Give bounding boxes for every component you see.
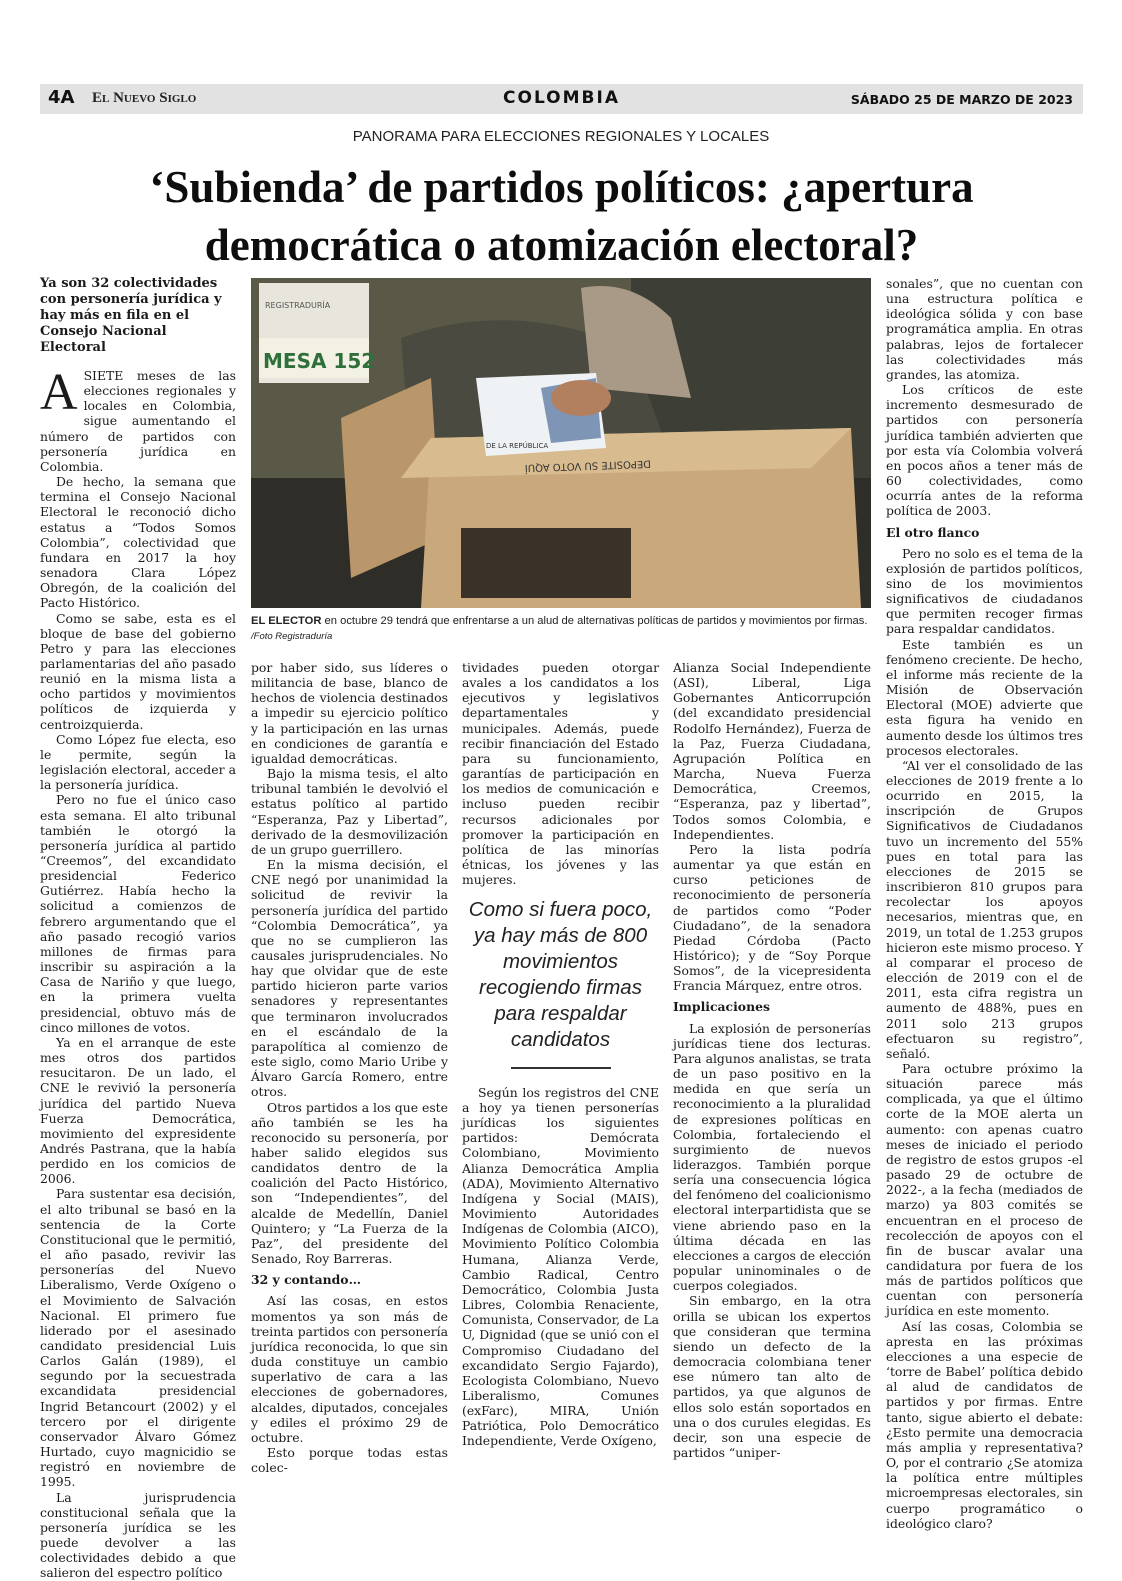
paragraph: Para sustentar esa decisión, el alto tribunal se basó en la sentencia de la Corte Constitucional que le permitió, el año pasado, revivir las personerías del Nuevo Liberalismo, Verde Oxígeno o el Movimiento de Salvación Nacional. El primero fue liderado por el asesinado candidato presidencial Luis Carlos Galán (1989), el segundo por la secuestrada excandidata presidencial Ingrid Betancourt (2002) y el tercero por el dirigente conservador Álvaro Gómez Hurtado, cuyo magnicidio se registró en noviembre de 1995. <box>40 1186 236 1490</box>
article-kicker: PANORAMA PARA ELECCIONES REGIONALES Y LOCALES <box>352 128 770 145</box>
caption-text: en octubre 29 tendrá que enfrentarse a un alud de alternativas políticas de partidos y movimientos por firmas. <box>321 615 868 627</box>
column-3 <box>462 660 659 1449</box>
paragraph: Pero no fue el único caso esta semana. El alto tribunal también le otorgó la personería jurídica al partido “Creemos”, del excandidato presidencial Federico Gutiérrez. Había hecho la solicitud a comienzos de febrero argumentando que el año pasado recogió varios millones de firmas para inscribir su aspiración a la Casa de Nariño y que luego, en la primera vuelta presidencial, obtuvo más de cinco millones de votos. <box>40 792 236 1035</box>
paragraph: Otros partidos a los que este año también se les ha reconocido su personería, por haber salido elegidos sus candidatos dentro de la coalición del Pacto Histórico, son “Independientes”, del alcalde de Medellín, Daniel Quintero; y “La Fuerza de la Paz”, del presidente del Senado, Roy Barreras. <box>251 1099 448 1267</box>
paragraph: En la misma decisión, el CNE negó por unanimidad la solicitud de revivir la personería jurídica del partido “Colombia Democrática”, ya que no se cumplieron las causales jurisprudenciales. No hay que olvidar que de este partido hicieron parte varios senadores y representantes que terminaron involucrados en el escándalo de la parapolítica al comienzo de este siglo, como Mario Uribe y Álvaro García Romero, entre otros. <box>251 857 448 1100</box>
paragraph: Según los registros del CNE a hoy ya tienen personerías jurídicas los siguientes partidos: Demócrata Colombiano, Movimiento Alianza Democrática Amplia (ADA), Movimiento Alternativo Indígena y Social (MAIS), Movimiento Autoridades Indígenas de Colombia (AICO), Movimiento Político Colombia Humana, Alianza Verde, Cambio Radical, Centro Democrático, Colombia Justa Libres, Colombia Renaciente, Comunista, Conservador, de La U, Dignidad (que se unió con el Compromiso Ciudadano del excandidato Sergio Fajardo), Ecologista Colombiano, Nuevo Liberalismo, Comunes (exFarc), MIRA, Unión Patriótica, Polo Democrático Independiente, Verde Oxígeno, <box>462 1084 659 1449</box>
paragraph: Este también es un fenómeno creciente. De hecho, el informe más reciente de la Misión de Observación Electoral (MOE) advierte que esta figura ha venido en aumento desde los últimos tres procesos electorales. <box>886 636 1083 758</box>
paragraph: Pero no solo es el tema de la explosión de partidos políticos, sino de los movimientos significativos de ciudadanos que permiten recoger firmas para respaldar candidatos. <box>886 545 1083 637</box>
paragraph: Alianza Social Independiente (ASI), Liberal, Liga Gobernantes Anticorrupción (del excandidato presidencial Rodolfo Hernández), Fuerza de la Paz, Fuerza Ciudadana, Agrupación Política en Marcha, Nueva Fuerza Democrática, Creemos, “Esperanza, paz y libertad”, Todos somos Colombia, e Independientes. <box>673 660 871 842</box>
ballot-text: DE LA REPÚBLICA <box>486 442 549 450</box>
subheading: El otro flanco <box>886 524 980 540</box>
paragraph: La jurisprudencia constitucional señala que la personería jurídica se les puede devolver a las colectividades debido a que salieron del espectro político <box>40 1489 236 1581</box>
subheading: 32 y contando… <box>251 1272 361 1288</box>
photo-caption <box>251 614 871 644</box>
paragraph: Bajo la misma tesis, el alto tribunal también le devolvió el estatus político al partido “Esperanza, Paz y Libertad”, derivado de la desmovilización de un grupo guerrillero. <box>251 766 448 857</box>
paragraph: por haber sido, sus líderes o militancia de base, blanco de hechos de violencia destinados a impedir su ejercicio político y la participación en las urnas en condiciones de garantía e igualdad democráticas. <box>251 660 448 766</box>
paragraph: Los críticos de este incremento desmesurado de partidos con personería jurídica también advierten que por esta vía Colombia volverá en pocos años a tener más de 60 colectividades, como ocurría antes de la reforma política de 2003. <box>886 382 1083 519</box>
caption-lead: EL ELECTOR <box>251 615 322 627</box>
article-summary: Ya son 32 colectividades con personería jurídica y hay más en fila en el Consejo Nacional Electoral <box>40 276 222 355</box>
drop-cap: A <box>40 364 78 421</box>
paragraph: Así las cosas, Colombia se apresta en las próximas elecciones a una especie de ‘torre de Babel’ política debido al alud de candidatos de partidos y por firmas. Entre tanto, sigue abierto el debate: ¿Esto permite una democracia más amplia y representativa? O, por el contrario ¿Se atomiza la política entre múltiples microempresas electorales, sin cuerpo programático o ideológico claro? <box>886 1318 1083 1531</box>
paragraph: Ya en el arranque de este mes otros dos partidos resucitaron. De un lado, el CNE le revivió la personería jurídica del partido Nueva Fuerza Democrática, movimiento del expresidente Andrés Pastrana, que la había perdido en los comicios de 2006. <box>40 1034 236 1187</box>
column-4 <box>673 660 871 1460</box>
section-name: COLOMBIA <box>503 88 620 108</box>
paragraph: ASIETE meses de las elecciones regionales y locales en Colombia, sigue aumentando el número de partidos con personería jurídica en Colombia. <box>40 364 236 474</box>
paragraph: Como se sabe, esta es el bloque de base del gobierno Petro y para las elecciones parlamentarias del año pasado reunió en la misma lista a ocho partidos y movimientos políticos de izquierda y centroizquierda. <box>40 610 236 732</box>
paragraph: La explosión de personerías jurídicas tiene dos lecturas. Para algunos analistas, se trata de un paso positivo en la medida en que sería un reconocimiento a la pluralidad de expresiones políticas en Colombia, fortaleciendo el surgimiento de nuevos liderazgos. También porque sería una consecuencia lógica del fenómeno del coalicionismo electoral interpartidista que se viene abriendo paso en la última década en las elecciones a cargos de elección popular uninominales o de cuerpos colegiados. <box>673 1020 871 1294</box>
paragraph: Pero la lista podría aumentar ya que están en curso peticiones de reconocimiento de personería de partidos como “Poder Ciudadano”, de la senadora Piedad Córdoba (Pacto Histórico); y de “Soy Porque Somos”, de la vicepresidenta Francia Márquez, entre otros. <box>673 841 871 994</box>
headline-line-2: democrática o atomización electoral? <box>204 220 919 270</box>
headline-line-1: ‘Subienda’ de partidos políticos: ¿apertura <box>149 162 974 212</box>
newspaper-name: El Nuevo Siglo <box>92 90 197 106</box>
paragraph: Como López fue electa, eso le permite, según la legislación electoral, acceder a la personería jurídica. <box>40 731 236 793</box>
subheading: Implicaciones <box>673 999 770 1015</box>
masthead-bar <box>40 84 1083 114</box>
photo-credit: /Foto Registraduría <box>251 631 333 642</box>
pull-quote-rule <box>511 1067 611 1069</box>
article-photo <box>251 278 871 608</box>
article-headline <box>40 158 1083 274</box>
issue-date: SÁBADO 25 DE MARZO DE 2023 <box>850 92 1073 107</box>
paragraph: tividades pueden otorgar avales a los candidatos a los ejecutivos y legislativos departamentales y municipales. Además, puede recibir financiación del Estado para su funcionamiento, garantías de participación en los medios de comunicación e incluso pueden recibir recursos adicionales por promover la participación en política de las minorías étnicas, los jóvenes y las mujeres. <box>462 660 659 888</box>
column-5 <box>886 276 1083 1531</box>
paragraph: Esto porque todas estas colec- <box>251 1444 448 1476</box>
paragraph: Así las cosas, en estos momentos ya son más de treinta partidos con personería jurídica reconocida, lo que sin duda constituye un cambio superlativo de cara a las elecciones de gobernadores, alcaldes, diputados, concejales y ediles el próximo 29 de octubre. <box>251 1293 448 1445</box>
paragraph: Sin embargo, en la otra orilla se ubican los expertos que consideran que termina siendo un defecto de la democracia colombiana tener ese número tan alto de partidos, ya que algunos de ellos solo están soportados en una o dos curules elegidas. Es decir, son una especie de partidos “uniper- <box>673 1293 871 1460</box>
sign-small-text: REGISTRADURÍA <box>265 301 331 310</box>
pull-quote: Como si fuera poco, ya hay más de 800 movimientos recogiendo firmas para respaldar candidatos <box>468 898 653 1052</box>
box-text: DEPOSITE SU VOTO AQUÍ <box>524 457 652 473</box>
paragraph: sonales”, que no cuentan con una estructura política e ideológica sólida y con base programática amplia. En otras palabras, lejos de fortalecer las colectividades más grandes, las atomiza. <box>886 276 1083 382</box>
table-sign: MESA 152 <box>263 349 376 373</box>
column-2 <box>251 660 448 1475</box>
paragraph: De hecho, la semana que termina el Consejo Nacional Electoral le reconoció dicho estatus a “Todos Somos Colombia”, colectividad que fundara en 2017 la hoy senadora Clara López Obregón, de la coalición del Pacto Histórico. <box>40 474 236 611</box>
paragraph: Para octubre próximo la situación parece más complicada, ya que el último corte de la MOE alerta un aumento: con apenas cuatro meses de iniciado el periodo de registro de estos grupos -el pasado 29 de octubre de 2022-, a la fecha (mediados de marzo) ya 803 comités se encuentran en el proceso de recolección de apoyos con el fin de buscar avalar una candidatura por fuera de los más de partidos políticos que cuentan con personería jurídica en este momento. <box>886 1060 1083 1319</box>
ballot-box-illustration <box>251 278 871 608</box>
paragraph: “Al ver el consolidado de las elecciones de 2019 frente a lo ocurrido en 2015, la inscripción de Grupos Significativos de Ciudadanos tuvo un incremento del 55% pues en total para las elecciones de 2015 se inscribieron 810 grupos para recolectar los apoyos necesarios, mientras que, en 2019, un total de 1.253 grupos hicieron este mismo proceso. Y al comparar el proceso de elección de 2019 con el de 2011, esta cifra registra un aumento de 488%, pues en 2011 solo 213 grupos efectuaron su registro”, señaló. <box>886 757 1083 1061</box>
column-1 <box>40 276 236 1581</box>
page-number: 4A <box>48 87 75 108</box>
